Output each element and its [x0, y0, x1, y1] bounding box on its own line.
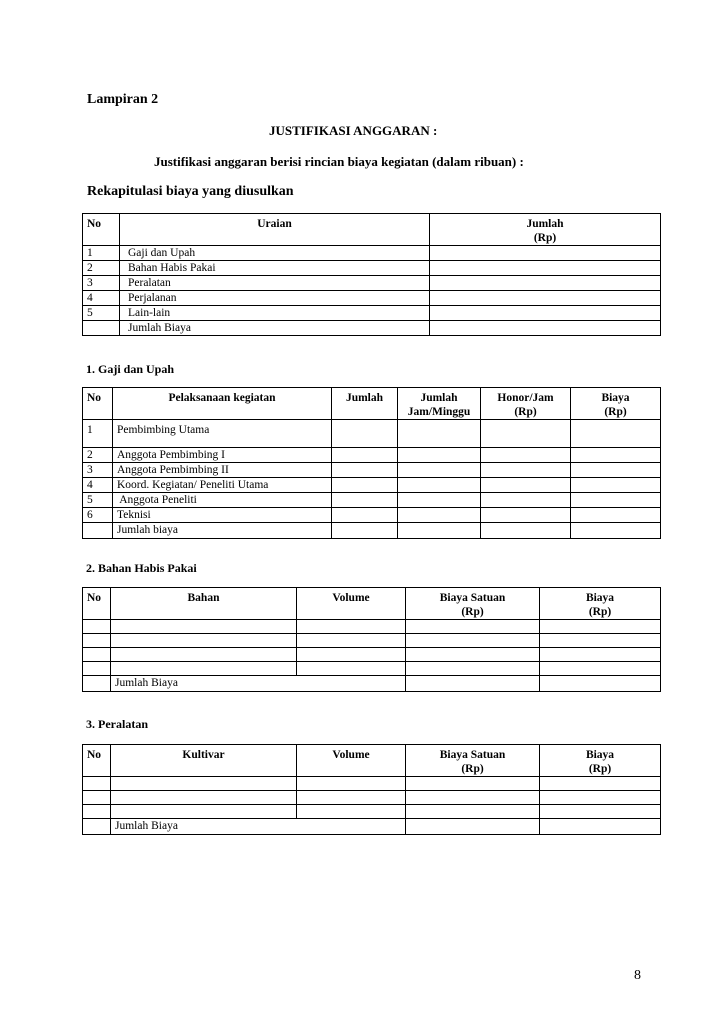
peralatan-header-no: No — [83, 745, 111, 777]
bahan-header-biaya-line1: Biaya — [585, 592, 615, 604]
rekap-row-uraian: Gaji dan Upah — [120, 246, 430, 261]
peralatan-table — [82, 744, 661, 835]
gaji-row-jam — [398, 478, 481, 493]
rekap-header-jumlah-line1: Jumlah — [526, 218, 564, 230]
rekap-row-no: 4 — [83, 291, 120, 306]
table-row — [83, 662, 661, 676]
table-row — [83, 306, 661, 321]
page-number: 8 — [634, 968, 641, 983]
gaji-header-jam-line1: Jumlah — [420, 392, 458, 404]
gaji-header-honor-line1: Honor/Jam — [497, 392, 554, 404]
gaji-row-jumlah — [332, 478, 398, 493]
rekap-row-jumlah — [430, 291, 661, 306]
gaji-row-kegiatan: Anggota Pembimbing I — [113, 448, 332, 463]
gaji-row-kegiatan: Teknisi — [113, 508, 332, 523]
bahan-header-row — [83, 588, 661, 620]
gaji-row-jam — [398, 420, 481, 448]
gaji-header-biaya-line2: (Rp) — [604, 406, 627, 418]
gaji-row-honor — [481, 420, 571, 448]
gaji-row-kegiatan: Anggota Pembimbing II — [113, 463, 332, 478]
rekap-row-no — [83, 321, 120, 336]
gaji-header-biaya-line1: Biaya — [601, 392, 630, 404]
rekap-table — [82, 213, 661, 336]
gaji-row-no: 4 — [83, 478, 113, 493]
bahan-header-satuan-line2: (Rp) — [461, 606, 484, 618]
gaji-row-biaya — [571, 420, 661, 448]
rekap-row-jumlah — [430, 276, 661, 291]
rekap-header-no: No — [83, 214, 120, 246]
peralatan-header-biaya — [540, 745, 661, 777]
gaji-row-honor — [481, 478, 571, 493]
table-row — [83, 276, 661, 291]
gaji-row-kegiatan: Koord. Kegiatan/ Peneliti Utama — [113, 478, 332, 493]
rekap-row-no: 1 — [83, 246, 120, 261]
gaji-row-jumlah — [332, 508, 398, 523]
table-row — [83, 676, 661, 692]
document-title: JUSTIFIKASI ANGGARAN : — [269, 123, 438, 138]
bahan-header-no: No — [83, 588, 111, 620]
gaji-row-biaya — [571, 448, 661, 463]
table-row — [83, 777, 661, 791]
gaji-row-kegiatan: Anggota Peneliti — [113, 493, 332, 508]
bahan-header-satuan — [406, 588, 540, 620]
rekap-row-uraian: Peralatan — [120, 276, 430, 291]
gaji-row-kegiatan: Pembimbing Utama — [113, 420, 332, 448]
table-row — [83, 523, 661, 539]
rekap-row-jumlah — [430, 321, 661, 336]
rekap-header-row — [83, 214, 661, 246]
lampiran-label: Lampiran 2 — [87, 92, 159, 107]
table-row — [83, 291, 661, 306]
gaji-header-biaya — [571, 388, 661, 420]
gaji-row-biaya — [571, 463, 661, 478]
peralatan-header-row — [83, 745, 661, 777]
gaji-row-jam — [398, 523, 481, 539]
peralatan-header-volume: Volume — [297, 745, 406, 777]
gaji-header-honor — [481, 388, 571, 420]
rekap-header-uraian: Uraian — [120, 214, 430, 246]
gaji-row-honor — [481, 508, 571, 523]
table-row — [83, 493, 661, 508]
gaji-title: 1. Gaji dan Upah — [86, 362, 175, 376]
gaji-row-biaya — [571, 478, 661, 493]
gaji-row-honor — [481, 448, 571, 463]
gaji-header-kegiatan: Pelaksanaan kegiatan — [113, 388, 332, 420]
gaji-row-jumlah — [332, 420, 398, 448]
bahan-header-item: Bahan — [111, 588, 297, 620]
gaji-row-honor — [481, 493, 571, 508]
rekap-title: Rekapitulasi biaya yang diusulkan — [87, 184, 294, 199]
gaji-row-honor — [481, 463, 571, 478]
gaji-table — [82, 387, 661, 539]
document-subtitle: Justifikasi anggaran berisi rincian biaya kegiatan (dalam ribuan) : — [154, 154, 524, 169]
table-row — [83, 448, 661, 463]
gaji-row-honor — [481, 523, 571, 539]
bahan-header-satuan-line1: Biaya Satuan — [439, 592, 506, 604]
peralatan-header-biaya-line2: (Rp) — [588, 763, 612, 775]
bahan-total-label: Jumlah Biaya — [111, 676, 297, 692]
rekap-row-jumlah — [430, 246, 661, 261]
gaji-row-biaya — [571, 493, 661, 508]
gaji-row-jam — [398, 493, 481, 508]
gaji-row-kegiatan: Jumlah biaya — [113, 523, 332, 539]
rekap-row-uraian: Jumlah Biaya — [120, 321, 430, 336]
gaji-row-no: 1 — [83, 420, 113, 448]
rekap-row-jumlah — [430, 306, 661, 321]
peralatan-header-item: Kultivar — [111, 745, 297, 777]
gaji-header-jumlah: Jumlah — [332, 388, 398, 420]
bahan-title: 2. Bahan Habis Pakai — [86, 561, 197, 575]
table-row — [83, 620, 661, 634]
gaji-row-jam — [398, 508, 481, 523]
table-row — [83, 648, 661, 662]
gaji-row-jam — [398, 448, 481, 463]
gaji-header-jam — [398, 388, 481, 420]
rekap-row-uraian: Perjalanan — [120, 291, 430, 306]
peralatan-header-satuan — [406, 745, 540, 777]
gaji-row-no — [83, 523, 113, 539]
bahan-header-biaya — [540, 588, 661, 620]
gaji-header-jam-line2: Jam/Minggu — [407, 406, 471, 418]
bahan-table — [82, 587, 661, 692]
rekap-header-jumlah — [430, 214, 661, 246]
table-row — [83, 634, 661, 648]
gaji-row-jumlah — [332, 448, 398, 463]
peralatan-total-label: Jumlah Biaya — [111, 819, 406, 835]
gaji-row-no: 6 — [83, 508, 113, 523]
bahan-header-biaya-line2: (Rp) — [588, 606, 612, 618]
gaji-row-biaya — [571, 508, 661, 523]
table-row — [83, 246, 661, 261]
peralatan-header-satuan-line1: Biaya Satuan — [439, 749, 506, 761]
gaji-row-no: 5 — [83, 493, 113, 508]
table-row — [83, 805, 661, 819]
gaji-header-honor-line2: (Rp) — [514, 406, 537, 418]
rekap-row-jumlah — [430, 261, 661, 276]
peralatan-title: 3. Peralatan — [86, 717, 148, 731]
rekap-row-uraian: Bahan Habis Pakai — [120, 261, 430, 276]
rekap-header-jumlah-line2: (Rp) — [533, 232, 557, 244]
table-row — [83, 420, 661, 448]
gaji-row-no: 2 — [83, 448, 113, 463]
gaji-row-biaya — [571, 523, 661, 539]
gaji-row-jumlah — [332, 493, 398, 508]
rekap-row-no: 2 — [83, 261, 120, 276]
gaji-header-row — [83, 388, 661, 420]
table-row — [83, 791, 661, 805]
gaji-row-jam — [398, 463, 481, 478]
table-row — [83, 463, 661, 478]
gaji-row-jumlah — [332, 523, 398, 539]
rekap-row-no: 3 — [83, 276, 120, 291]
rekap-row-no: 5 — [83, 306, 120, 321]
table-row — [83, 508, 661, 523]
table-row — [83, 819, 661, 835]
peralatan-header-biaya-line1: Biaya — [585, 749, 615, 761]
table-row — [83, 321, 661, 336]
table-row — [83, 478, 661, 493]
peralatan-header-satuan-line2: (Rp) — [461, 763, 484, 775]
bahan-header-volume: Volume — [297, 588, 406, 620]
gaji-header-no: No — [83, 388, 113, 420]
gaji-row-jumlah — [332, 463, 398, 478]
gaji-row-no: 3 — [83, 463, 113, 478]
rekap-row-uraian: Lain-lain — [120, 306, 430, 321]
table-row — [83, 261, 661, 276]
